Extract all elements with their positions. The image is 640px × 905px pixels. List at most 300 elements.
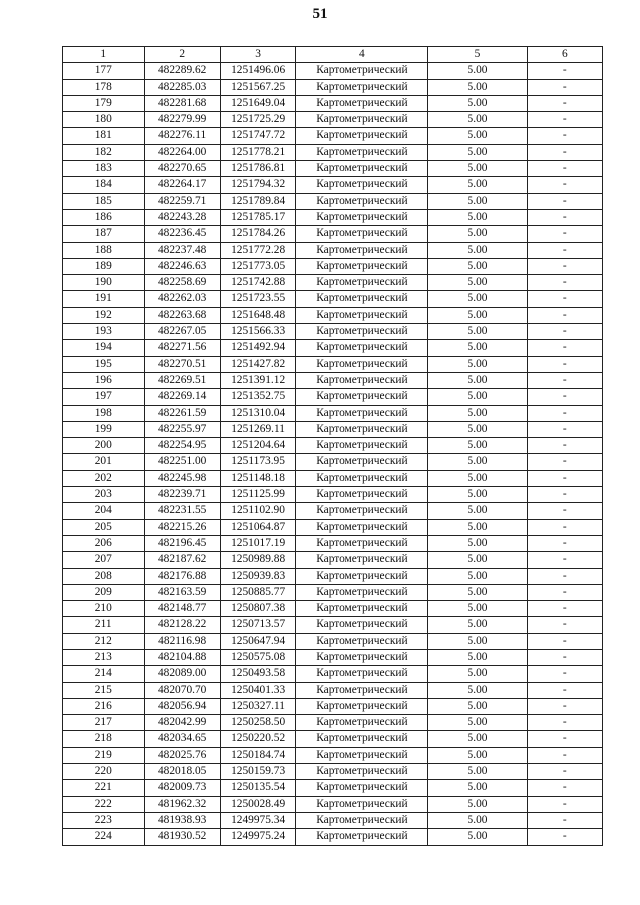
- table-cell: 1250885.77: [220, 584, 296, 600]
- table-row: [63, 698, 603, 714]
- table-cell: -: [527, 780, 602, 796]
- table-cell: 1250184.74: [220, 747, 296, 763]
- table-cell: Картометрический: [296, 698, 428, 714]
- table-cell: -: [527, 242, 602, 258]
- table-cell: 482025.76: [144, 747, 220, 763]
- table-cell: 482267.05: [144, 324, 220, 340]
- table-cell: 5.00: [428, 698, 527, 714]
- table-cell: 223: [63, 812, 145, 828]
- table-cell: 1251102.90: [220, 503, 296, 519]
- table-cell: 5.00: [428, 389, 527, 405]
- table-row: [63, 470, 603, 486]
- table-cell: 1251017.19: [220, 535, 296, 551]
- table-row: [63, 666, 603, 682]
- table-cell: 5.00: [428, 438, 527, 454]
- table-cell: -: [527, 324, 602, 340]
- table-cell: 5.00: [428, 128, 527, 144]
- table-cell: Картометрический: [296, 291, 428, 307]
- table-cell: -: [527, 258, 602, 274]
- table-cell: 1250493.58: [220, 666, 296, 682]
- table-cell: 222: [63, 796, 145, 812]
- table-cell: -: [527, 421, 602, 437]
- table-cell: 482279.99: [144, 112, 220, 128]
- table-cell: Картометрический: [296, 812, 428, 828]
- table-row: [63, 519, 603, 535]
- table-cell: 179: [63, 95, 145, 111]
- table-cell: 187: [63, 226, 145, 242]
- column-header: 4: [296, 47, 428, 63]
- table-cell: 482231.55: [144, 503, 220, 519]
- table-cell: 482196.45: [144, 535, 220, 551]
- table-cell: Картометрический: [296, 161, 428, 177]
- table-cell: 221: [63, 780, 145, 796]
- table-cell: 199: [63, 421, 145, 437]
- table-cell: 482056.94: [144, 698, 220, 714]
- table-cell: Картометрический: [296, 535, 428, 551]
- table-cell: 1251773.05: [220, 258, 296, 274]
- table-row: [63, 291, 603, 307]
- table-cell: 1251204.64: [220, 438, 296, 454]
- table-cell: 1250028.49: [220, 796, 296, 812]
- table-body: [63, 63, 603, 845]
- table-cell: 1250713.57: [220, 617, 296, 633]
- table-cell: 1250159.73: [220, 764, 296, 780]
- table-cell: 5.00: [428, 666, 527, 682]
- table-cell: -: [527, 209, 602, 225]
- table-cell: -: [527, 307, 602, 323]
- table-cell: -: [527, 79, 602, 95]
- table-cell: -: [527, 633, 602, 649]
- table-cell: 5.00: [428, 584, 527, 600]
- table-cell: 180: [63, 112, 145, 128]
- table-cell: 5.00: [428, 356, 527, 372]
- table-row: [63, 682, 603, 698]
- table-cell: Картометрический: [296, 324, 428, 340]
- table-cell: 482243.28: [144, 209, 220, 225]
- table-cell: 482271.56: [144, 340, 220, 356]
- table-cell: 205: [63, 519, 145, 535]
- table-cell: 5.00: [428, 503, 527, 519]
- page-number: 51: [312, 6, 328, 22]
- table-cell: 5.00: [428, 95, 527, 111]
- table-cell: 1251785.17: [220, 209, 296, 225]
- table-cell: Картометрический: [296, 715, 428, 731]
- table-cell: Картометрический: [296, 209, 428, 225]
- table-cell: 1251391.12: [220, 372, 296, 388]
- table-cell: -: [527, 438, 602, 454]
- table-row: [63, 503, 603, 519]
- table-row: [63, 144, 603, 160]
- table-cell: 1251566.33: [220, 324, 296, 340]
- table-cell: 206: [63, 535, 145, 551]
- table-cell: Картометрический: [296, 389, 428, 405]
- table-cell: -: [527, 698, 602, 714]
- table-cell: 1251648.48: [220, 307, 296, 323]
- table-cell: 1250401.33: [220, 682, 296, 698]
- table-cell: Картометрический: [296, 666, 428, 682]
- table-cell: 224: [63, 829, 145, 845]
- table-row: [63, 209, 603, 225]
- table-row: [63, 63, 603, 79]
- table-row: [63, 242, 603, 258]
- table-cell: 202: [63, 470, 145, 486]
- table-cell: Картометрический: [296, 731, 428, 747]
- table-cell: -: [527, 568, 602, 584]
- table-cell: Картометрический: [296, 568, 428, 584]
- table-cell: 482285.03: [144, 79, 220, 95]
- table-cell: -: [527, 764, 602, 780]
- table-cell: -: [527, 682, 602, 698]
- table-row: [63, 747, 603, 763]
- table-cell: 183: [63, 161, 145, 177]
- table-cell: 197: [63, 389, 145, 405]
- table-row: [63, 128, 603, 144]
- column-header: 1: [63, 47, 145, 63]
- table-cell: 1251064.87: [220, 519, 296, 535]
- table-header-row: [63, 47, 603, 63]
- table-cell: 5.00: [428, 421, 527, 437]
- table-cell: 1251125.99: [220, 487, 296, 503]
- table-cell: 482236.45: [144, 226, 220, 242]
- table-cell: 1249975.24: [220, 829, 296, 845]
- table-cell: 1251492.94: [220, 340, 296, 356]
- table-cell: 1250220.52: [220, 731, 296, 747]
- table-cell: 5.00: [428, 731, 527, 747]
- table-cell: 178: [63, 79, 145, 95]
- table-row: [63, 812, 603, 828]
- table-row: [63, 275, 603, 291]
- table-row: [63, 715, 603, 731]
- table-cell: Картометрический: [296, 275, 428, 291]
- table-cell: Картометрический: [296, 780, 428, 796]
- table-cell: -: [527, 617, 602, 633]
- table-cell: 1251789.84: [220, 193, 296, 209]
- table-cell: -: [527, 372, 602, 388]
- table-row: [63, 535, 603, 551]
- table-cell: Картометрический: [296, 307, 428, 323]
- table-cell: 1251794.32: [220, 177, 296, 193]
- table-cell: -: [527, 340, 602, 356]
- table-cell: 1251747.72: [220, 128, 296, 144]
- table-cell: Картометрический: [296, 340, 428, 356]
- table-cell: 5.00: [428, 715, 527, 731]
- table-cell: 1251742.88: [220, 275, 296, 291]
- table-row: [63, 617, 603, 633]
- table-cell: 482270.65: [144, 161, 220, 177]
- table-cell: -: [527, 535, 602, 551]
- table-row: [63, 568, 603, 584]
- table-row: [63, 438, 603, 454]
- table-cell: Картометрический: [296, 63, 428, 79]
- table-cell: Картометрический: [296, 226, 428, 242]
- table-cell: 212: [63, 633, 145, 649]
- table-cell: 482269.14: [144, 389, 220, 405]
- table-cell: 482187.62: [144, 552, 220, 568]
- table-cell: 203: [63, 487, 145, 503]
- table-cell: 482239.71: [144, 487, 220, 503]
- table-cell: 189: [63, 258, 145, 274]
- table-cell: 482263.68: [144, 307, 220, 323]
- table-cell: Картометрический: [296, 438, 428, 454]
- table-cell: Картометрический: [296, 487, 428, 503]
- table-cell: 5.00: [428, 258, 527, 274]
- table-cell: Картометрический: [296, 829, 428, 845]
- table-cell: 5.00: [428, 340, 527, 356]
- table-cell: 482258.69: [144, 275, 220, 291]
- table-cell: 482246.63: [144, 258, 220, 274]
- table-cell: Картометрический: [296, 356, 428, 372]
- table-row: [63, 193, 603, 209]
- table-cell: 198: [63, 405, 145, 421]
- table-cell: -: [527, 128, 602, 144]
- table-cell: 5.00: [428, 372, 527, 388]
- table-cell: 1251649.04: [220, 95, 296, 111]
- table-cell: 1251427.82: [220, 356, 296, 372]
- table-cell: -: [527, 470, 602, 486]
- table-cell: 5.00: [428, 812, 527, 828]
- table-cell: -: [527, 812, 602, 828]
- table-row: [63, 780, 603, 796]
- column-header: 2: [144, 47, 220, 63]
- table-row: [63, 764, 603, 780]
- table-cell: Картометрический: [296, 552, 428, 568]
- table-row: [63, 372, 603, 388]
- table-cell: 5.00: [428, 144, 527, 160]
- table-cell: -: [527, 193, 602, 209]
- table-cell: 5.00: [428, 63, 527, 79]
- table-cell: 1251784.26: [220, 226, 296, 242]
- table-cell: 5.00: [428, 307, 527, 323]
- table-cell: 208: [63, 568, 145, 584]
- table-cell: -: [527, 291, 602, 307]
- table-cell: 1251269.11: [220, 421, 296, 437]
- table-row: [63, 796, 603, 812]
- table-cell: 5.00: [428, 535, 527, 551]
- table-row: [63, 601, 603, 617]
- table-row: [63, 79, 603, 95]
- table-cell: 482270.51: [144, 356, 220, 372]
- table-cell: 482034.65: [144, 731, 220, 747]
- table-cell: 482251.00: [144, 454, 220, 470]
- table-cell: 5.00: [428, 487, 527, 503]
- table-cell: Картометрический: [296, 95, 428, 111]
- table-cell: 1251778.21: [220, 144, 296, 160]
- table-cell: Картометрический: [296, 454, 428, 470]
- table-cell: 481962.32: [144, 796, 220, 812]
- table-cell: 5.00: [428, 324, 527, 340]
- table-cell: 482245.98: [144, 470, 220, 486]
- table-cell: 5.00: [428, 829, 527, 845]
- table-cell: 5.00: [428, 796, 527, 812]
- table-cell: -: [527, 503, 602, 519]
- table-cell: Картометрический: [296, 796, 428, 812]
- table-cell: 482089.00: [144, 666, 220, 682]
- table-cell: -: [527, 796, 602, 812]
- table-cell: Картометрический: [296, 405, 428, 421]
- column-header: 5: [428, 47, 527, 63]
- table-row: [63, 731, 603, 747]
- table-cell: Картометрический: [296, 193, 428, 209]
- column-header: 3: [220, 47, 296, 63]
- table-row: [63, 829, 603, 845]
- table-cell: 192: [63, 307, 145, 323]
- table-row: [63, 487, 603, 503]
- table-cell: Картометрический: [296, 649, 428, 665]
- table-cell: 1251723.55: [220, 291, 296, 307]
- table-cell: -: [527, 552, 602, 568]
- table-cell: 482104.88: [144, 649, 220, 665]
- table-cell: 1251173.95: [220, 454, 296, 470]
- table-cell: 220: [63, 764, 145, 780]
- table-cell: 5.00: [428, 405, 527, 421]
- table-row: [63, 307, 603, 323]
- table-cell: 204: [63, 503, 145, 519]
- table-cell: 5.00: [428, 617, 527, 633]
- table-cell: Картометрический: [296, 258, 428, 274]
- table-row: [63, 226, 603, 242]
- table-cell: 218: [63, 731, 145, 747]
- table-cell: Картометрический: [296, 112, 428, 128]
- table-cell: -: [527, 177, 602, 193]
- table-cell: 1250989.88: [220, 552, 296, 568]
- table-cell: 482070.70: [144, 682, 220, 698]
- table-cell: Картометрический: [296, 242, 428, 258]
- table-cell: 482264.00: [144, 144, 220, 160]
- table-row: [63, 161, 603, 177]
- table-cell: 1250575.08: [220, 649, 296, 665]
- table-cell: 5.00: [428, 568, 527, 584]
- table-cell: 482237.48: [144, 242, 220, 258]
- table-cell: 196: [63, 372, 145, 388]
- table-cell: 5.00: [428, 470, 527, 486]
- table-cell: 5.00: [428, 780, 527, 796]
- table-cell: 5.00: [428, 209, 527, 225]
- table-cell: 5.00: [428, 519, 527, 535]
- table-cell: 217: [63, 715, 145, 731]
- table-cell: 5.00: [428, 242, 527, 258]
- table-cell: -: [527, 405, 602, 421]
- table-cell: Картометрический: [296, 584, 428, 600]
- table-row: [63, 405, 603, 421]
- table-cell: 482018.05: [144, 764, 220, 780]
- table-cell: -: [527, 454, 602, 470]
- table-cell: 482163.59: [144, 584, 220, 600]
- table-cell: 482215.26: [144, 519, 220, 535]
- table-cell: 209: [63, 584, 145, 600]
- table-cell: Картометрический: [296, 617, 428, 633]
- table-cell: Картометрический: [296, 144, 428, 160]
- table-cell: Картометрический: [296, 764, 428, 780]
- table-row: [63, 389, 603, 405]
- table-cell: 5.00: [428, 161, 527, 177]
- table-cell: 181: [63, 128, 145, 144]
- table-cell: -: [527, 666, 602, 682]
- table-cell: 184: [63, 177, 145, 193]
- table-cell: 5.00: [428, 79, 527, 95]
- table-cell: -: [527, 161, 602, 177]
- table-cell: 188: [63, 242, 145, 258]
- table-row: [63, 177, 603, 193]
- table-cell: -: [527, 487, 602, 503]
- table-row: [63, 258, 603, 274]
- table-cell: 201: [63, 454, 145, 470]
- table-cell: 1250135.54: [220, 780, 296, 796]
- table-cell: 186: [63, 209, 145, 225]
- table-cell: 482255.97: [144, 421, 220, 437]
- table-cell: 5.00: [428, 682, 527, 698]
- table-cell: 1250647.94: [220, 633, 296, 649]
- table-cell: 1250939.83: [220, 568, 296, 584]
- table-cell: Картометрический: [296, 177, 428, 193]
- table-cell: 194: [63, 340, 145, 356]
- table-row: [63, 340, 603, 356]
- table-cell: 482259.71: [144, 193, 220, 209]
- table-cell: 1251725.29: [220, 112, 296, 128]
- table-cell: Картометрический: [296, 79, 428, 95]
- table-cell: Картометрический: [296, 682, 428, 698]
- table-cell: -: [527, 112, 602, 128]
- table-cell: 1251352.75: [220, 389, 296, 405]
- table-cell: 1251496.06: [220, 63, 296, 79]
- table-cell: 1251567.25: [220, 79, 296, 95]
- table-row: [63, 454, 603, 470]
- table-cell: 482276.11: [144, 128, 220, 144]
- table-cell: 482269.51: [144, 372, 220, 388]
- table-cell: 482264.17: [144, 177, 220, 193]
- table-cell: 1251148.18: [220, 470, 296, 486]
- table-cell: 482116.98: [144, 633, 220, 649]
- table-cell: 216: [63, 698, 145, 714]
- table-cell: -: [527, 63, 602, 79]
- table-cell: Картометрический: [296, 470, 428, 486]
- table-cell: 1251310.04: [220, 405, 296, 421]
- table-cell: -: [527, 519, 602, 535]
- table-cell: 182: [63, 144, 145, 160]
- table-cell: Картометрический: [296, 633, 428, 649]
- table-cell: Картометрический: [296, 128, 428, 144]
- table-cell: 5.00: [428, 454, 527, 470]
- table-cell: 5.00: [428, 112, 527, 128]
- table-cell: 211: [63, 617, 145, 633]
- table-cell: 215: [63, 682, 145, 698]
- table-row: [63, 112, 603, 128]
- table-cell: 1249975.34: [220, 812, 296, 828]
- table-cell: 1251786.81: [220, 161, 296, 177]
- table-cell: 5.00: [428, 764, 527, 780]
- table-cell: -: [527, 144, 602, 160]
- table-row: [63, 649, 603, 665]
- table-cell: Картометрический: [296, 503, 428, 519]
- table-cell: -: [527, 95, 602, 111]
- table-cell: 5.00: [428, 177, 527, 193]
- table-row: [63, 552, 603, 568]
- table-cell: -: [527, 389, 602, 405]
- table-cell: 5.00: [428, 649, 527, 665]
- table-cell: 482009.73: [144, 780, 220, 796]
- table-row: [63, 324, 603, 340]
- table-cell: -: [527, 649, 602, 665]
- table-cell: 213: [63, 649, 145, 665]
- table-cell: Картометрический: [296, 747, 428, 763]
- table-cell: 5.00: [428, 601, 527, 617]
- table-cell: 5.00: [428, 275, 527, 291]
- table-cell: -: [527, 226, 602, 242]
- table-cell: 482261.59: [144, 405, 220, 421]
- table-cell: 482289.62: [144, 63, 220, 79]
- table-cell: -: [527, 275, 602, 291]
- table-cell: 214: [63, 666, 145, 682]
- table-row: [63, 356, 603, 372]
